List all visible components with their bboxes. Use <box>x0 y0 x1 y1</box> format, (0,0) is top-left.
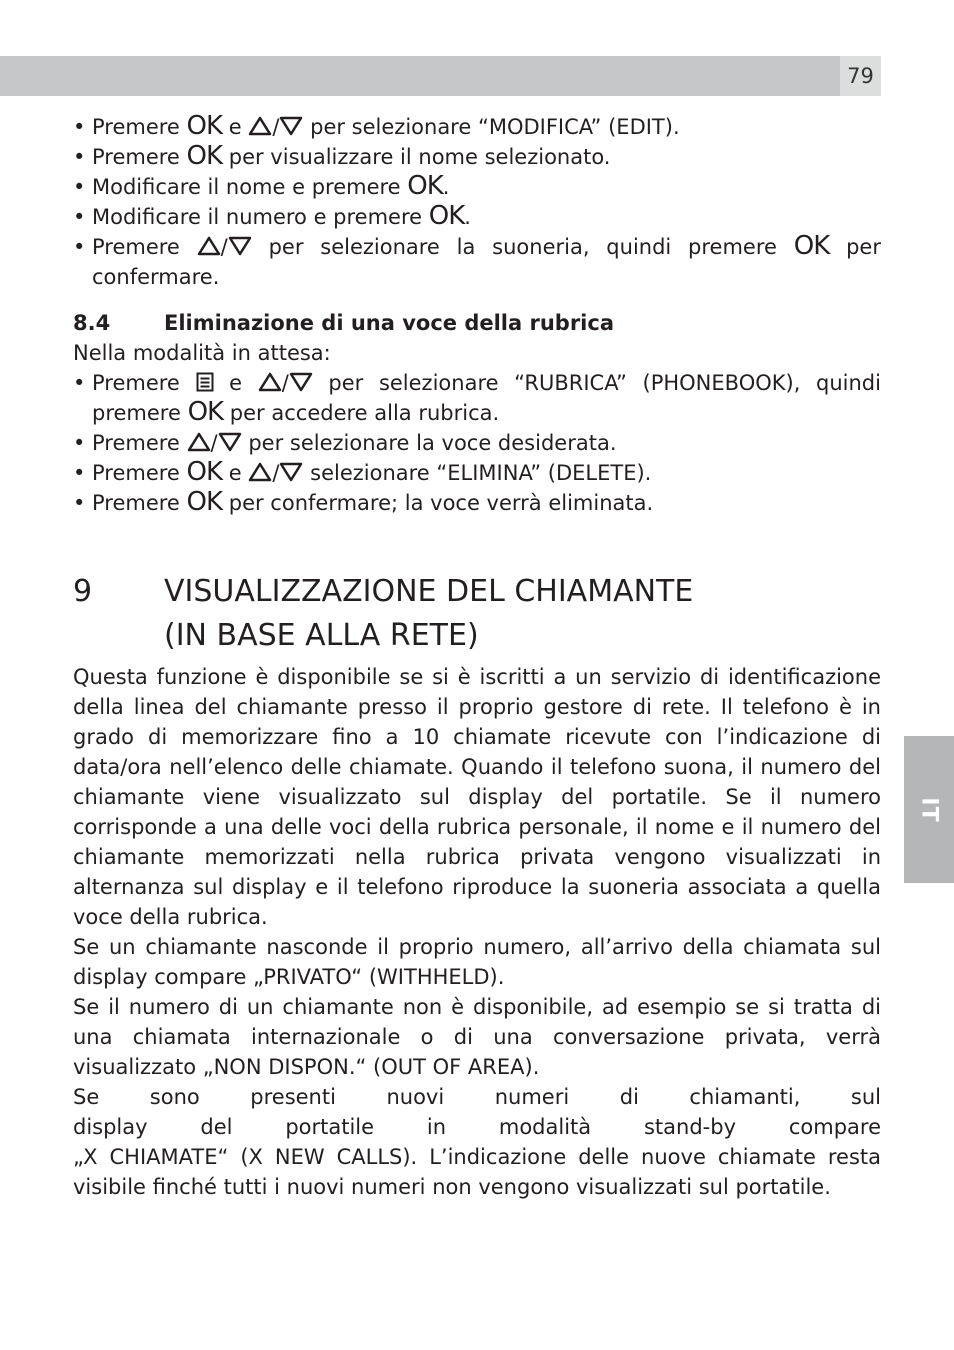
language-tab-label: IT <box>916 796 942 823</box>
down-arrow-icon <box>228 236 252 256</box>
up-arrow-icon <box>248 462 272 482</box>
list-item: • Premere e / per selezionare “RUBRICA” (PHONEBOOK), quindi premere OK per accedere alla rubrica. <box>73 371 881 427</box>
up-arrow-icon <box>248 116 272 136</box>
page-content <box>73 112 881 1202</box>
body-paragraph: Se il numero di un chiamante non è disponibile, ad esempio se si tratta di una chiamata internazionale o di una conversazione privata, verrà visualizzato „NON DISPON.“ (OUT OF AREA). <box>73 995 881 1079</box>
section-heading <box>73 308 881 338</box>
chapter-number: 9 <box>73 574 93 609</box>
list-item: • Premere OK e / per selezionare “MODIFICA” (EDIT). <box>73 111 680 141</box>
ok-key-icon: OK <box>186 457 223 487</box>
ok-key-icon: OK <box>186 111 223 141</box>
ok-key-icon: OK <box>428 201 465 231</box>
list-item: • Premere / per selezionare la voce desiderata. <box>73 431 617 455</box>
list-item: • Modificare il numero e premere OK. <box>73 201 471 231</box>
body-paragraph: „X CHIAMATE“ (X NEW CALLS). L’indicazione delle nuove chiamate resta visibile finché tutti i nuovi numeri non vengono visualizzati sul portatile. <box>73 1145 881 1199</box>
language-tab <box>904 736 954 883</box>
ok-key-icon: OK <box>186 487 223 517</box>
body-paragraph: Se un chiamante nasconde il proprio numero, all’arrivo della chiamata sul display compare „PRIVATO“ (WITHHELD). <box>73 935 881 989</box>
section-number: 8.4 <box>73 311 111 335</box>
up-arrow-icon <box>197 236 221 256</box>
list-item: • Premere OK e / selezionare “ELIMINA” (DELETE). <box>73 457 652 487</box>
down-arrow-icon <box>279 116 303 136</box>
body-paragraph-line: display del portatile in modalità stand-by compare <box>73 1115 881 1139</box>
down-arrow-icon <box>218 432 242 452</box>
section-intro: Nella modalità in attesa: <box>73 341 331 365</box>
ok-key-icon: OK <box>187 397 224 427</box>
list-item: • Modificare il nome e premere OK. <box>73 171 450 201</box>
ok-key-icon: OK <box>407 171 443 201</box>
header-bar <box>0 56 840 96</box>
section-title: Eliminazione di una voce della rubrica <box>164 311 615 335</box>
down-arrow-icon <box>279 462 303 482</box>
up-arrow-icon <box>187 432 211 452</box>
menu-key-icon <box>196 372 214 392</box>
list-item: • Premere OK per visualizzare il nome selezionato. <box>73 141 611 171</box>
chapter-title-line-2: (IN BASE ALLA RETE) <box>164 618 479 653</box>
down-arrow-icon <box>289 372 313 392</box>
chapter-heading <box>73 570 881 658</box>
chapter-title-line-1: VISUALIZZAZIONE DEL CHIAMANTE <box>164 574 694 609</box>
body-paragraph-line: Se sono presenti nuovi numeri di chiamanti, sul <box>73 1085 881 1109</box>
ok-key-icon: OK <box>793 231 830 261</box>
page-number: 79 <box>840 56 881 96</box>
list-item: • Premere OK per confermare; la voce verrà eliminata. <box>73 487 654 517</box>
ok-key-icon: OK <box>186 141 223 171</box>
up-arrow-icon <box>258 372 282 392</box>
body-paragraph: Questa funzione è disponibile se si è iscritti a un servizio di identificazione della linea del chiamante presso il proprio gestore di rete. Il telefono è in grado di memorizzare fino a 10 chiamate ricevute con l’indicazione di data/ora nell’elenco delle chiamate. Quando il telefono suona, il numero del chiamante viene visualizzato sul display del portatile. Se il numero corrisponde a una delle voci della rubrica personale, il nome e il numero del chiamante memorizzati nella rubrica privata vengono visualizzati in alternanza sul display e il telefono riproduce la suoneria associata a quella voce della rubrica. <box>73 665 881 929</box>
list-item: • Premere / per selezionare la suoneria, quindi premere OK per confermare. <box>73 231 881 289</box>
